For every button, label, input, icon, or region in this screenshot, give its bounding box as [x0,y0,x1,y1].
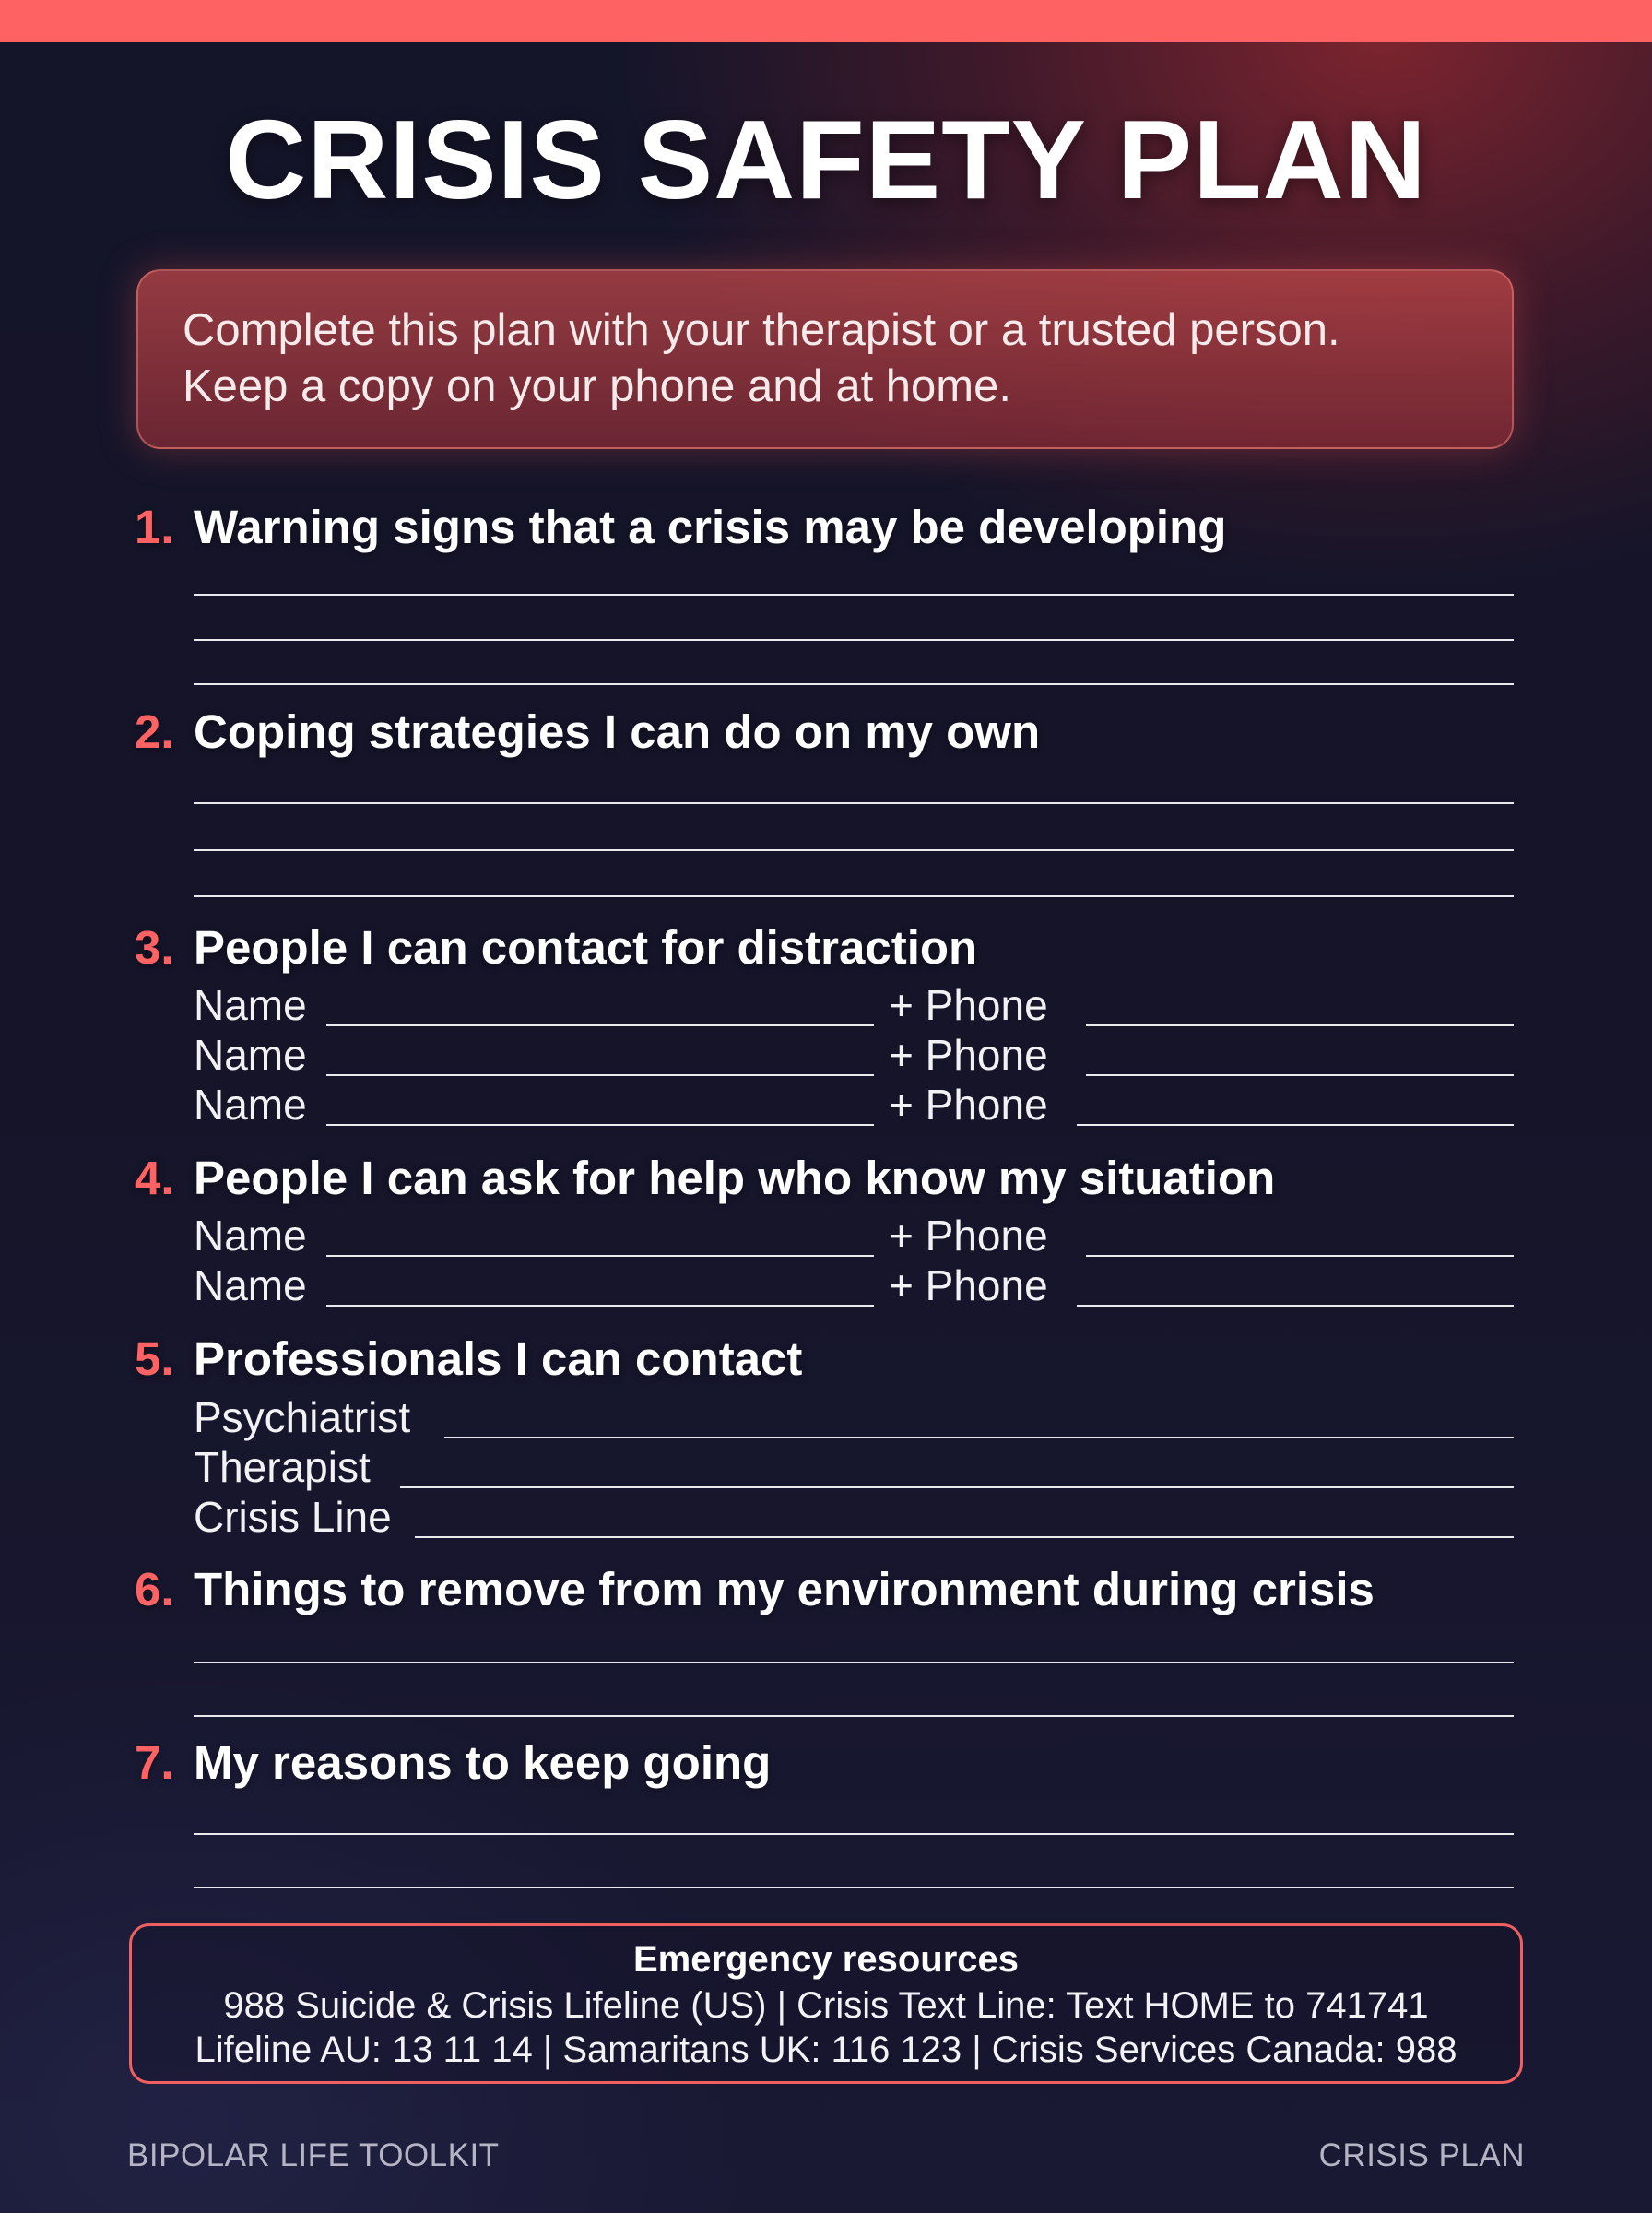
section-5-heading [135,1331,802,1387]
name-input-line[interactable] [326,1255,874,1257]
emergency-resources-box [129,1923,1523,2084]
section-2-title: Coping strategies I can do on my own [194,705,1041,758]
name-input-line[interactable] [326,1305,874,1307]
emergency-title: Emergency resources [632,1939,1019,1980]
footer-doc-label: CRISIS PLAN [1318,2137,1525,2173]
name-label: Name [194,1081,307,1129]
phone-input-line[interactable] [1086,1024,1514,1026]
name-label: Name [194,1212,307,1260]
section-6-title: Things to remove from my environment during crisis [194,1563,1375,1615]
section-3-heading [135,920,977,976]
section-5-number: 5. [135,1332,174,1385]
section-7-write-line[interactable] [194,1833,1514,1835]
intro-line-2: Keep a copy on your phone and at home. [183,361,1011,411]
section-3-title: People I can contact for distraction [194,921,978,974]
name-label: Name [194,1031,307,1079]
name-input-line[interactable] [326,1124,874,1126]
section-2-heading [135,704,1040,760]
section-1-number: 1. [135,501,174,553]
section-5-title: Professionals I can contact [194,1332,803,1385]
section-6-number: 6. [135,1563,174,1615]
psychiatrist-label: Psychiatrist [194,1393,411,1441]
section-6-write-line[interactable] [194,1715,1514,1717]
section-7-number: 7. [135,1736,174,1789]
section-1-heading [135,500,1226,555]
contact-row [194,980,1514,1030]
section-6-heading [135,1562,1375,1617]
section-7-title: My reasons to keep going [194,1736,772,1789]
phone-label: + Phone [889,1081,1048,1129]
name-input-line[interactable] [326,1074,874,1076]
psychiatrist-input-line[interactable] [444,1437,1514,1438]
section-2-number: 2. [135,705,174,758]
emergency-line-2: Lifeline AU: 13 11 14 | Samaritans UK: 116 123 | Crisis Services Canada: 988 [195,2030,1457,2070]
page-title: CRISIS SAFETY PLAN [225,97,1427,222]
section-2-write-line[interactable] [194,849,1514,851]
section-2-write-line[interactable] [194,895,1514,897]
footer-brand: BIPOLAR LIFE TOOLKIT [127,2137,500,2173]
name-label: Name [194,981,307,1029]
section-4-number: 4. [135,1152,174,1204]
therapist-label: Therapist [194,1443,371,1491]
name-label: Name [194,1261,307,1309]
phone-label: + Phone [889,981,1048,1029]
section-2-write-line[interactable] [194,802,1514,804]
professional-row [194,1492,1514,1542]
emergency-line-1: 988 Suicide & Crisis Lifeline (US) | Crisis Text Line: Text HOME to 741741 [223,1985,1429,2026]
intro-callout [136,269,1514,449]
crisis-line-label: Crisis Line [194,1493,392,1541]
section-3-number: 3. [135,921,174,974]
intro-line-1: Complete this plan with your therapist or a trusted person. [183,305,1340,355]
section-7-heading [135,1735,771,1791]
name-input-line[interactable] [326,1024,874,1026]
section-1-write-line[interactable] [194,639,1514,641]
professional-row [194,1392,1514,1442]
section-1-title: Warning signs that a crisis may be developing [194,501,1227,553]
section-1-write-line[interactable] [194,594,1514,596]
contact-row [194,1030,1514,1080]
therapist-input-line[interactable] [400,1486,1514,1488]
helper-row [194,1211,1514,1260]
section-6-write-line[interactable] [194,1662,1514,1663]
section-1-write-line[interactable] [194,683,1514,685]
phone-input-line[interactable] [1077,1124,1514,1126]
top-accent-bar [0,0,1652,42]
crisis-line-input-line[interactable] [415,1536,1514,1538]
phone-input-line[interactable] [1086,1074,1514,1076]
section-4-heading [135,1151,1275,1206]
phone-label: + Phone [889,1261,1048,1309]
phone-input-line[interactable] [1086,1255,1514,1257]
phone-label: + Phone [889,1212,1048,1260]
section-7-write-line[interactable] [194,1887,1514,1888]
phone-label: + Phone [889,1031,1048,1079]
section-4-title: People I can ask for help who know my situation [194,1152,1276,1204]
contact-row [194,1080,1514,1130]
phone-input-line[interactable] [1077,1305,1514,1307]
professional-row [194,1442,1514,1492]
helper-row [194,1260,1514,1310]
